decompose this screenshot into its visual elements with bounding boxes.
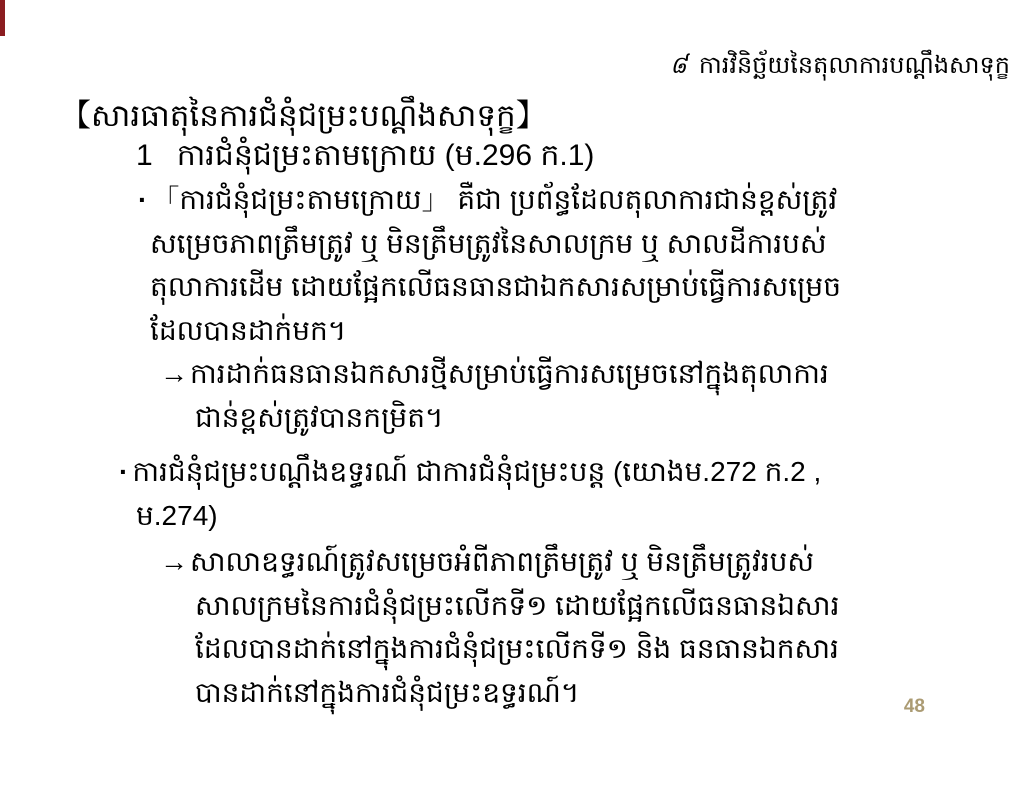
numbered-heading-1: [136, 136, 594, 180]
arrow2-line-1: [160, 540, 839, 584]
arrow-right-icon: →: [160, 358, 188, 389]
arrow2-line-3: ដែលបានដាក់នៅក្នុងការជំនុំជម្រះលើកទី១ និង ធនធានឯកសារ: [195, 633, 839, 664]
arrow1-line-2: ជាន់ខ្ពស់ត្រូវបានកម្រិត។: [195, 401, 444, 433]
header-section-number: ៨: [669, 51, 687, 79]
bullet-paragraph-1: [138, 178, 841, 352]
corner-red-mark: [0, 0, 5, 36]
bullet-paragraph-2: [119, 450, 821, 537]
bullet2-line-1-text: ការជំនុំជម្រះបណ្ដឹងឧទ្ធរណ៍ ជាការជំនុំជម្រះបន្ត (យោងម.272 ក.2 ,: [132, 456, 822, 487]
arrow-subpoint-1: [160, 352, 829, 439]
bullet1-line-3: តុលាការដើម ដោយផ្អែកលើធនធានជាឯកសារសម្រាប់ធ្វើការសម្រេច: [150, 271, 841, 302]
arrow-subpoint-2: [160, 540, 839, 714]
arrow2-line-2: សាលក្រមនៃការជំនុំជម្រះលើកទី១ ដោយផ្អែកលើធនធានឯសារ: [195, 589, 840, 621]
bullet1-line-4: ដែលបានដាក់មក។: [150, 314, 347, 346]
bullet1-line-1: [138, 178, 841, 222]
bullet2-line-2: ម.274): [136, 499, 218, 531]
page-number: 48: [903, 696, 925, 717]
bullet1-line-1-text: 「ការជំនុំជម្រះតាមក្រោយ」 គឺជា ប្រព័ន្ធដែលតុលាការជាន់ខ្ពស់ត្រូវ: [151, 184, 838, 215]
bullet-dot-icon: ·: [119, 456, 129, 487]
bullet-dot-icon: ·: [138, 184, 148, 215]
header-title-text: ការវិនិច្ឆ័យនៃតុលាការបណ្ដឹងសាទុក្ខ: [698, 52, 1010, 79]
bullet1-line-2: សម្រេចភាពត្រឹមត្រូវ ឬ មិនត្រឹមត្រូវនៃសាលក្រម ឬ សាលដីការបស់: [150, 227, 827, 259]
arrow1-line-1-text: ការដាក់ធនធានឯកសារថ្មីសម្រាប់ធ្វើការសម្រេចនៅក្នុងតុលាការ: [190, 358, 829, 389]
heading-number: 1: [136, 139, 153, 172]
slide-title: 【សារធាតុនៃការជំនុំជម្រះបណ្ដឹងសាទុក្ខ】: [60, 98, 547, 133]
arrow-right-icon: →: [160, 546, 188, 577]
arrow2-line-4: បានដាក់នៅក្នុងការជំនុំជម្រះឧទ្ធរណ៍។: [195, 676, 580, 708]
heading-text: ការជំនុំជម្រះតាមក្រោយ (ម.296 ក.1): [176, 139, 595, 172]
bullet2-line-1: [119, 450, 821, 494]
slide-header: [670, 50, 1010, 85]
arrow2-line-1-text: សាលាឧទ្ធរណ៍ត្រូវសម្រេចអំពីភាពត្រឹមត្រូវ ឬ មិនត្រឹមត្រូវរបស់: [190, 546, 815, 577]
arrow1-line-1: [160, 352, 829, 396]
